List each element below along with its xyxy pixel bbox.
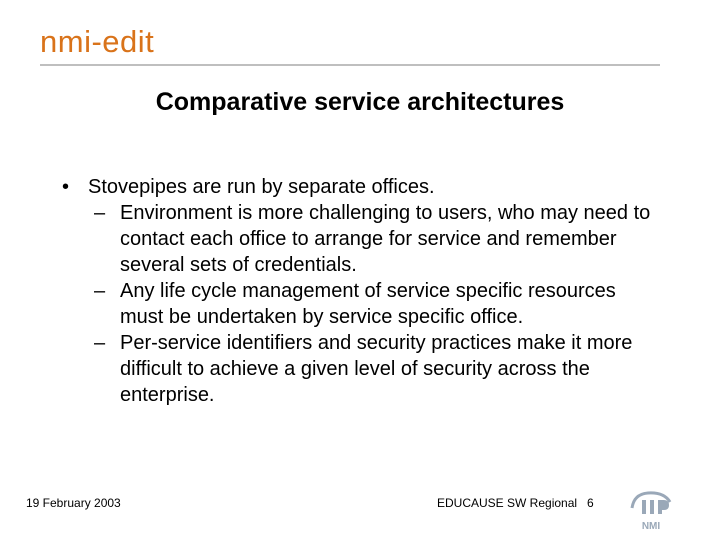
- sub-bullet-item: [94, 330, 662, 408]
- sub-bullet-text: Environment is more challenging to users, who may need to contact each office to arrange for service and remember several sets of credentials.: [120, 202, 651, 276]
- sub-bullet-dash: –: [94, 332, 106, 354]
- header-divider: [40, 64, 660, 66]
- page-number: 6: [587, 496, 594, 510]
- bullet-text: Stovepipes are run by separate offices.: [88, 176, 435, 198]
- sub-bullet-text: Per-service identifiers and security practices make it more difficult to achieve a given level of security across the enterprise.: [120, 332, 633, 406]
- logo-label: NMI: [641, 521, 661, 532]
- bullet-item: [62, 174, 662, 200]
- sub-bullet-dash: –: [94, 280, 106, 302]
- sub-bullet-text: Any life cycle management of service specific resources must be undertaken by service specific office.: [120, 280, 616, 328]
- sub-bullet-item: [94, 278, 662, 330]
- slide-title: Comparative service architectures: [155, 88, 565, 116]
- bullet-list: [62, 174, 662, 408]
- footer-event: EDUCAUSE SW Regional: [437, 496, 578, 510]
- sub-bullet-item: [94, 200, 662, 278]
- footer-date: 19 February 2003: [26, 496, 121, 510]
- nmi-logo: [628, 488, 674, 537]
- bullet-dot: •: [62, 176, 70, 198]
- sub-bullet-dash: –: [94, 202, 106, 224]
- nmi-logo-icon: [628, 488, 674, 532]
- brand-title: nmi-edit: [40, 24, 155, 59]
